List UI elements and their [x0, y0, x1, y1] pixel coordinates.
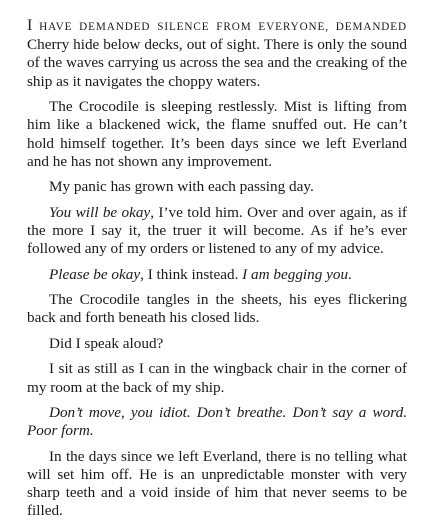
italic-thought: Don’t move, you idiot. Don’t breathe. Don’t say a word. Poor form.	[27, 404, 407, 440]
paragraph-5	[27, 266, 407, 284]
paragraph-5-text: , I think instead.	[140, 265, 243, 283]
paragraph-10: In the days since we left Everland, there is no telling what will set him off. He is an unpredictable monster with very sharp teeth and a void inside of him that never seems to be filled.	[27, 447, 407, 520]
drop-cap: I	[27, 17, 33, 34]
small-caps-lead: HAVE DEMANDED SILENCE FROM EVERYONE, DEMANDED	[32, 21, 407, 33]
paragraph-5-end: .	[348, 265, 352, 283]
paragraph-8: I sit as still as I can in the wingback chair in the corner of my room at the back of my ship.	[27, 360, 407, 396]
book-page	[27, 17, 407, 528]
paragraph-4-text: , I’ve told him. Over and over again, as if the more I say it, the truer it will become. As if he’s ever followed any of my orders or listened to any of my advice.	[27, 203, 407, 258]
paragraph-9	[27, 404, 407, 440]
paragraph-1-text: Cherry hide below decks, out of sight. There is only the sound of the waves carrying us across the sea and the creaking of the ship as it navigates the choppy waters.	[27, 36, 407, 90]
italic-phrase: I am begging you	[242, 265, 349, 283]
paragraph-2: The Crocodile is sleeping restlessly. Mist is lifting from him like a blackened wick, the flame snuffed out. He can’t hold himself together. It’s been days since we left Everland and he has not shown any improvement.	[27, 98, 407, 170]
paragraph-4	[27, 204, 407, 259]
paragraph-3: My panic has grown with each passing day.	[49, 178, 314, 196]
paragraph-6: The Crocodile tangles in the sheets, his eyes flickering back and forth beneath his closed lids.	[27, 291, 407, 327]
paragraph-7: Did I speak aloud?	[49, 334, 164, 352]
italic-phrase: Please be okay	[49, 265, 141, 283]
italic-phrase: You will be okay	[49, 203, 151, 221]
paragraph-1	[27, 17, 407, 91]
